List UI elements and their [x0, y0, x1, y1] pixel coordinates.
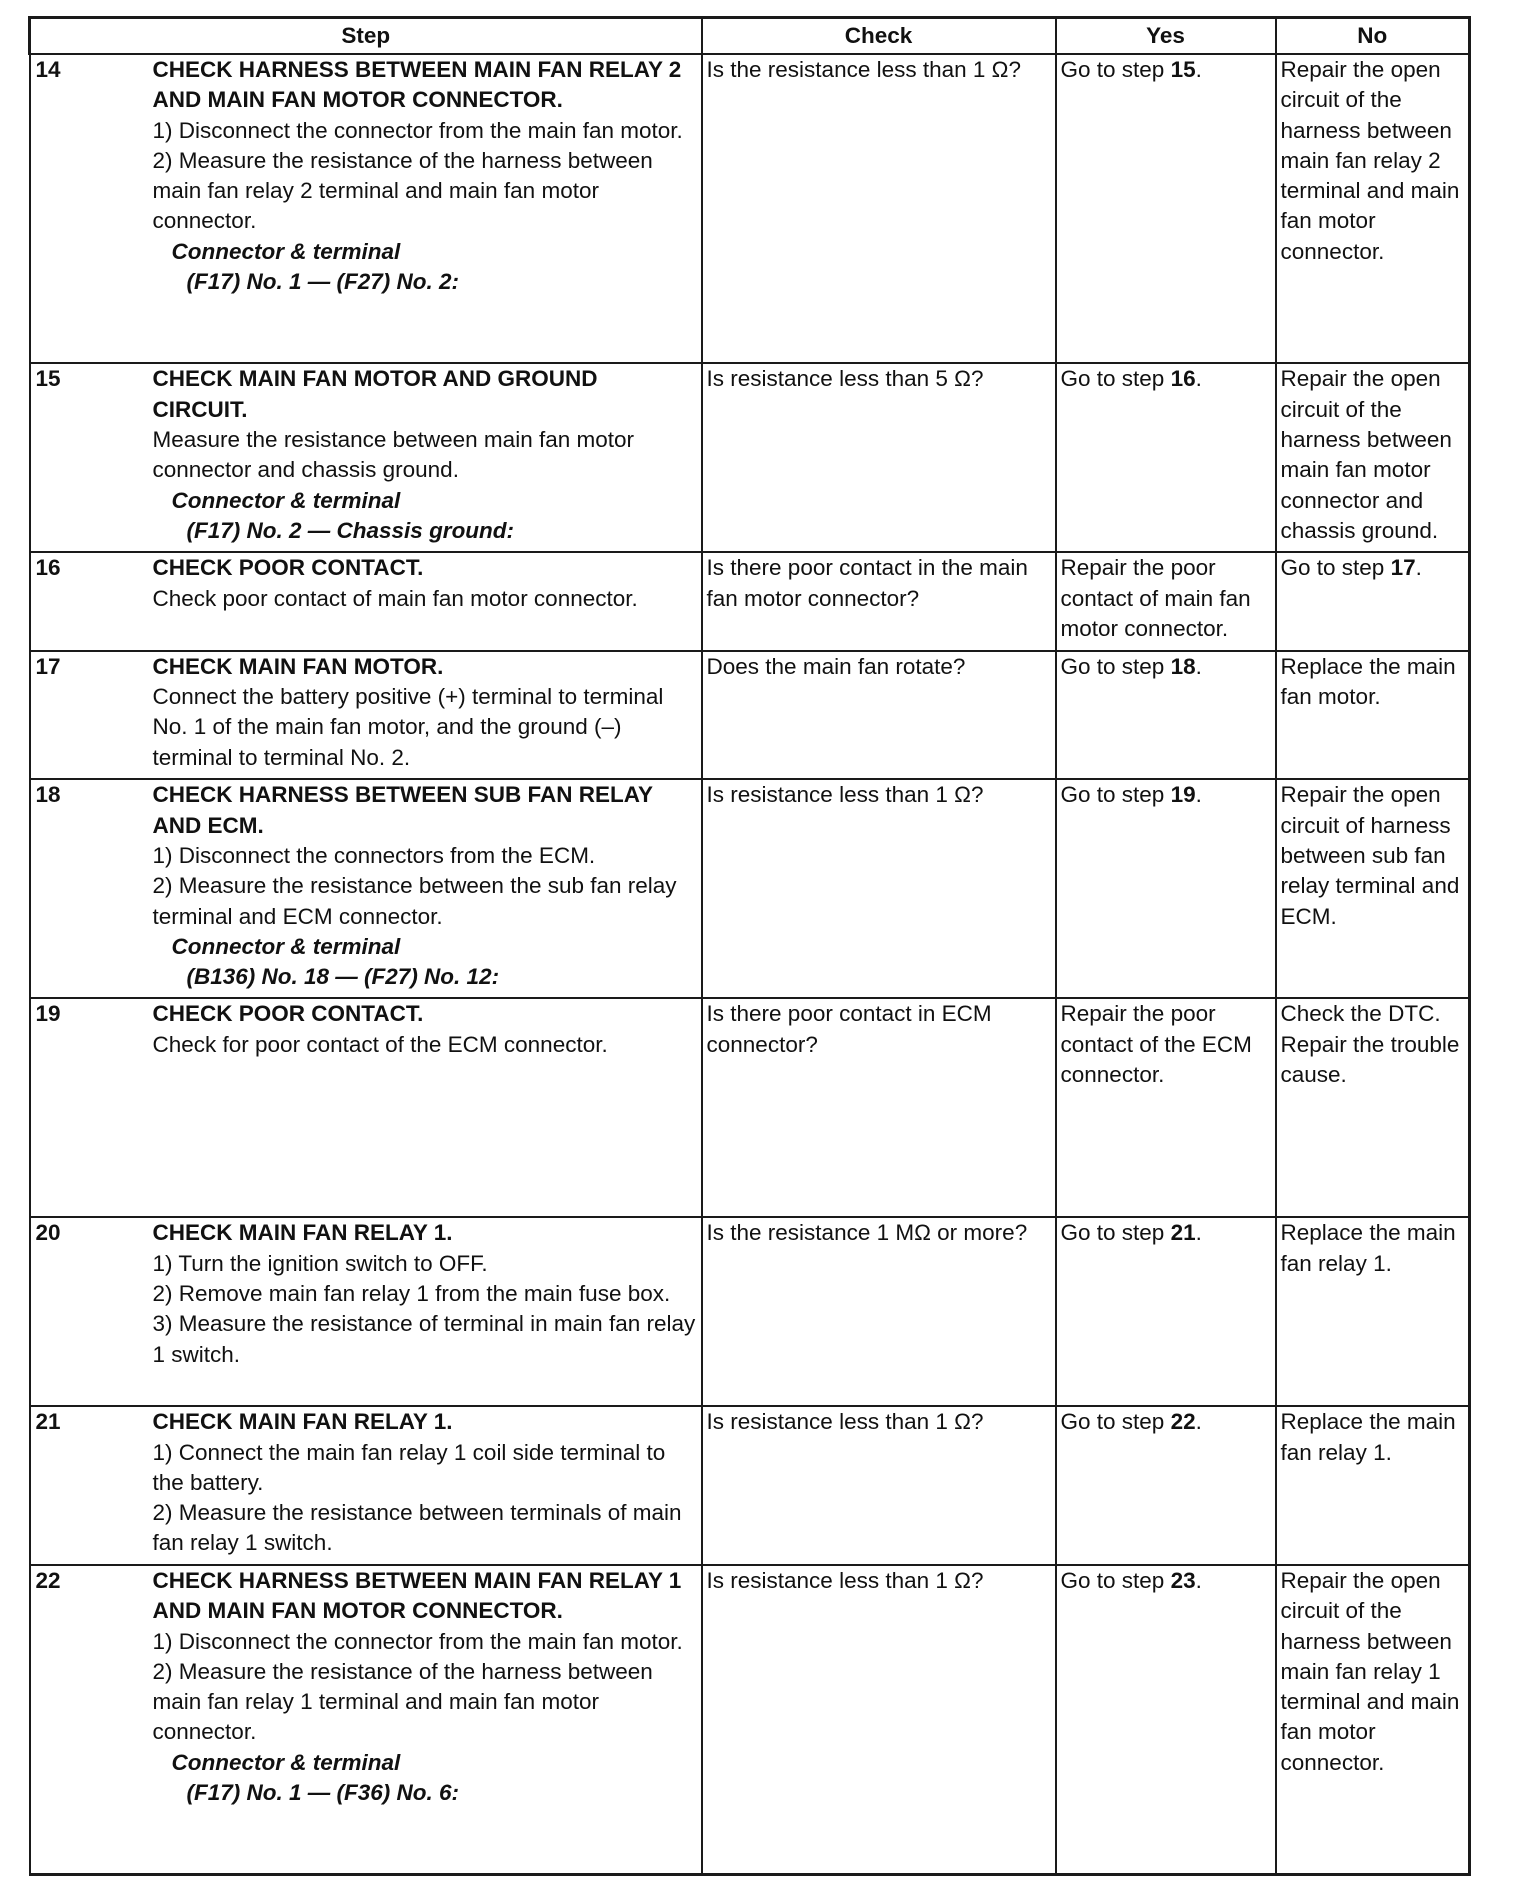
yes-text: Go to step [1060, 1220, 1171, 1246]
step-instruction: 1) Disconnect the connector from the main fan motor. [152, 1628, 683, 1654]
step-instruction: 2) Measure the resistance between the sub fan relay terminal and ECM connector. [152, 873, 677, 929]
no-suffix: . [1415, 555, 1422, 581]
step-instruction: 2) Remove main fan relay 1 from the main fuse box. [152, 1280, 671, 1306]
yes-step-link: 21 [1170, 1220, 1196, 1246]
no-cell: Replace the main fan relay 1. [1276, 1406, 1470, 1565]
table-row [30, 779, 1470, 998]
step-cell [151, 779, 702, 998]
yes-step-link: 23 [1170, 1568, 1196, 1593]
table-row [30, 998, 1470, 1217]
step-number: 18 [30, 779, 151, 998]
yes-step-link: 18 [1170, 653, 1196, 679]
connector-label: Connector & terminal [171, 487, 401, 513]
step-instruction: 1) Connect the main fan relay 1 coil side terminal to the battery. [152, 1439, 666, 1495]
step-number: 20 [30, 1217, 151, 1406]
check-cell: Is there poor contact in ECM connector? [702, 998, 1056, 1217]
connector-terminal: (F17) No. 2 — Chassis ground: [186, 517, 515, 543]
check-cell: Is resistance less than 1 Ω? [702, 779, 1056, 998]
yes-suffix: . [1195, 1568, 1202, 1593]
connector-terminal: (F17) No. 1 — (F36) No. 6: [186, 1780, 460, 1806]
step-heading: CHECK MAIN FAN MOTOR AND GROUND CIRCUIT. [152, 366, 598, 422]
no-cell [1276, 552, 1470, 650]
yes-suffix: . [1195, 653, 1202, 679]
no-text: Go to step [1280, 555, 1391, 581]
yes-suffix: . [1195, 366, 1202, 392]
yes-text: Go to step [1060, 1409, 1171, 1435]
step-instruction: Connect the battery positive (+) terminal to terminal No. 1 of the main fan motor, and the ground (–) terminal to terminal No. 2. [152, 684, 664, 770]
no-cell: Check the DTC. Repair the trouble cause. [1276, 998, 1470, 1217]
yes-cell [1056, 363, 1276, 552]
yes-text: Go to step [1060, 1568, 1171, 1593]
yes-cell [1056, 1565, 1276, 1875]
header-check: Check [702, 18, 1056, 55]
check-cell: Is there poor contact in the main fan motor connector? [702, 552, 1056, 650]
step-heading: CHECK MAIN FAN MOTOR. [152, 653, 444, 679]
check-cell: Is the resistance 1 MΩ or more? [702, 1217, 1056, 1406]
step-instruction: 2) Measure the resistance between terminals of main fan relay 1 switch. [152, 1500, 682, 1556]
step-heading: CHECK HARNESS BETWEEN MAIN FAN RELAY 1 AND MAIN FAN MOTOR CONNECTOR. [152, 1568, 682, 1624]
yes-suffix: . [1195, 1409, 1202, 1435]
yes-text: Go to step [1060, 782, 1171, 808]
yes-cell [1056, 54, 1276, 363]
step-number: 14 [30, 54, 151, 363]
no-cell: Repair the open circuit of the harness between main fan relay 2 terminal and main fan motor connector. [1276, 54, 1470, 363]
yes-step-link: 19 [1170, 782, 1196, 808]
step-instruction: 1) Disconnect the connector from the main fan motor. [152, 117, 683, 143]
check-cell: Is resistance less than 1 Ω? [702, 1406, 1056, 1565]
step-heading: CHECK HARNESS BETWEEN MAIN FAN RELAY 2 AND MAIN FAN MOTOR CONNECTOR. [152, 57, 682, 113]
table-row [30, 1565, 1470, 1875]
yes-cell [1056, 651, 1276, 780]
step-number: 15 [30, 363, 151, 552]
connector-terminal: (F17) No. 1 — (F27) No. 2: [186, 269, 460, 295]
step-cell [151, 552, 702, 650]
step-number: 16 [30, 552, 151, 650]
no-cell: Repair the open circuit of harness between sub fan relay terminal and ECM. [1276, 779, 1470, 998]
connector-terminal: (B136) No. 18 — (F27) No. 12: [186, 964, 500, 990]
check-cell: Is the resistance less than 1 Ω? [702, 54, 1056, 363]
step-heading: CHECK MAIN FAN RELAY 1. [152, 1409, 453, 1435]
connector-label: Connector & terminal [171, 933, 401, 959]
yes-step-link: 15 [1170, 57, 1196, 82]
step-instruction: 1) Disconnect the connectors from the ECM. [152, 842, 596, 868]
yes-text: Go to step [1060, 366, 1171, 392]
table-row [30, 54, 1470, 363]
yes-step-link: 16 [1170, 366, 1196, 392]
no-cell: Replace the main fan motor. [1276, 651, 1470, 780]
connector-label: Connector & terminal [171, 238, 401, 264]
step-cell [151, 651, 702, 780]
step-instruction: 1) Turn the ignition switch to OFF. [152, 1250, 488, 1276]
table-row [30, 1217, 1470, 1406]
header-step: Step [30, 18, 702, 55]
step-cell [151, 363, 702, 552]
step-cell [151, 54, 702, 363]
yes-text: Go to step [1060, 653, 1171, 679]
step-instruction: Check poor contact of main fan motor connector. [152, 585, 638, 611]
table-row [30, 552, 1470, 650]
no-cell: Repair the open circuit of the harness between main fan motor connector and chassis ground. [1276, 363, 1470, 552]
yes-cell [1056, 1406, 1276, 1565]
no-step-link: 17 [1390, 555, 1416, 581]
yes-cell: Repair the poor contact of main fan motor connector. [1056, 552, 1276, 650]
table-row [30, 363, 1470, 552]
step-instruction: 2) Measure the resistance of the harness between main fan relay 1 terminal and main fan motor connector. [152, 1658, 653, 1745]
step-instruction: Check for poor contact of the ECM connector. [152, 1031, 608, 1057]
connector-label: Connector & terminal [171, 1749, 401, 1775]
check-cell: Is resistance less than 5 Ω? [702, 363, 1056, 552]
yes-cell: Repair the poor contact of the ECM connector. [1056, 998, 1276, 1217]
step-number: 22 [30, 1565, 151, 1875]
yes-cell [1056, 779, 1276, 998]
no-cell: Replace the main fan relay 1. [1276, 1217, 1470, 1406]
step-number: 19 [30, 998, 151, 1217]
yes-suffix: . [1195, 1220, 1202, 1246]
check-cell: Is resistance less than 1 Ω? [702, 1565, 1056, 1875]
step-instruction: Measure the resistance between main fan motor connector and chassis ground. [152, 427, 634, 483]
step-cell [151, 1406, 702, 1565]
yes-suffix: . [1195, 782, 1202, 808]
step-number: 17 [30, 651, 151, 780]
table-row [30, 651, 1470, 780]
diagnosis-table [28, 16, 1471, 1876]
table-row [30, 1406, 1470, 1565]
step-heading: CHECK MAIN FAN RELAY 1. [152, 1220, 453, 1246]
yes-text: Go to step [1060, 57, 1171, 82]
step-heading: CHECK POOR CONTACT. [152, 555, 424, 581]
step-cell [151, 998, 702, 1217]
yes-step-link: 22 [1170, 1409, 1196, 1435]
step-instruction: 2) Measure the resistance of the harness between main fan relay 2 terminal and main fan motor connector. [152, 147, 653, 234]
yes-suffix: . [1195, 57, 1202, 82]
step-heading: CHECK HARNESS BETWEEN SUB FAN RELAY AND ECM. [152, 782, 653, 838]
step-cell [151, 1217, 702, 1406]
step-number: 21 [30, 1406, 151, 1565]
header-yes: Yes [1056, 18, 1276, 55]
step-instruction: 3) Measure the resistance of terminal in main fan relay 1 switch. [152, 1311, 696, 1367]
yes-cell [1056, 1217, 1276, 1406]
check-cell: Does the main fan rotate? [702, 651, 1056, 780]
table-header-row [30, 18, 1470, 55]
header-no: No [1276, 18, 1470, 55]
no-cell: Repair the open circuit of the harness between main fan relay 1 terminal and main fan motor connector. [1276, 1565, 1470, 1875]
step-heading: CHECK POOR CONTACT. [152, 1001, 424, 1027]
step-cell [151, 1565, 702, 1875]
